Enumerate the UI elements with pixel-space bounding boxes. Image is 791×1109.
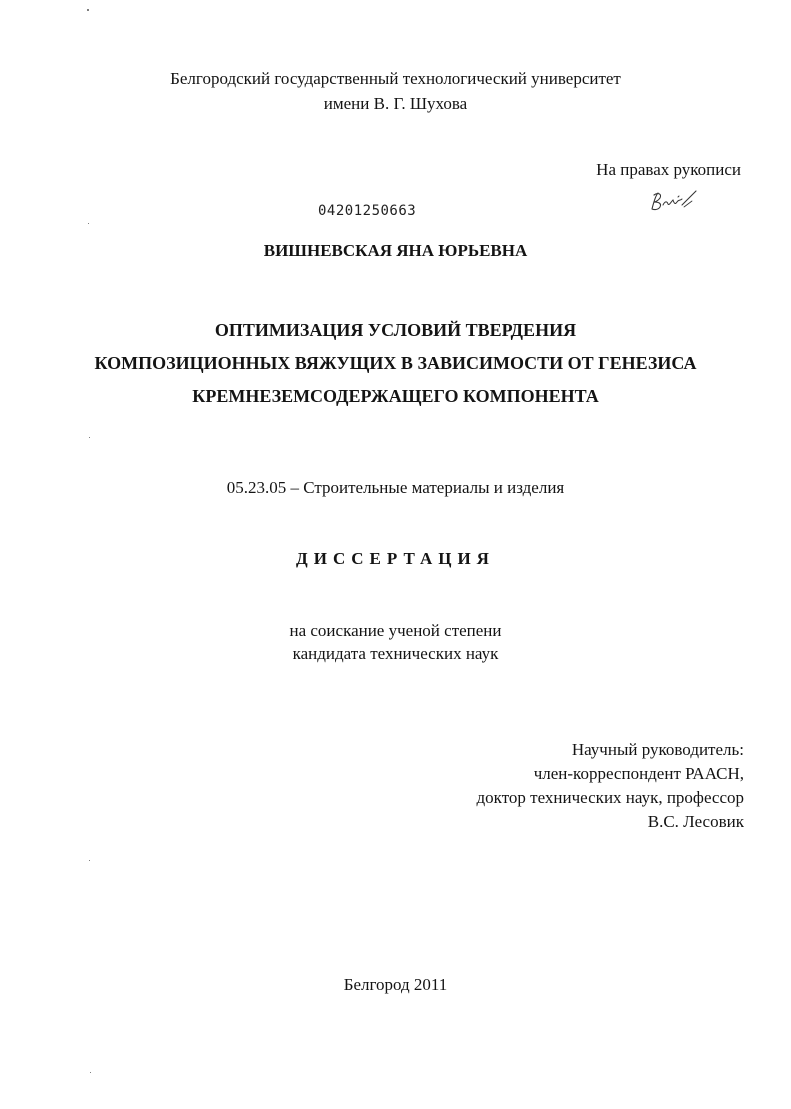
signature-icon	[648, 187, 700, 217]
dissertation-title-line-2: КОМПОЗИЦИОННЫХ ВЯЖУЩИХ В ЗАВИСИМОСТИ ОТ ГЕНЕЗИСА	[94, 353, 697, 373]
inventory-number: 04201250663	[318, 203, 417, 219]
university-name-line-1: Белгородский государственный технологический университет	[170, 69, 621, 88]
city-year: Белгород 2011	[343, 975, 448, 994]
author-name: ВИШНЕВСКАЯ ЯНА ЮРЬЕВНА	[263, 241, 528, 260]
dissertation-title-line-3: КРЕМНЕЗЕМСОДЕРЖАЩЕГО КОМПОНЕНТА	[192, 386, 599, 406]
document-type: ДИССЕРТАЦИЯ	[296, 549, 495, 568]
scan-speck	[90, 1072, 91, 1073]
university-name-line-2: имени В. Г. Шухова	[323, 94, 468, 113]
scan-speck	[89, 860, 90, 861]
manuscript-note: На правах рукописи	[596, 160, 741, 179]
degree-line-2: кандидата технических наук	[292, 644, 499, 663]
dissertation-title-line-1: ОПТИМИЗАЦИЯ УСЛОВИЙ ТВЕРДЕНИЯ	[214, 320, 577, 340]
scan-speck	[87, 9, 89, 11]
supervisor-label: Научный руководитель:	[571, 740, 744, 759]
supervisor-rank: член-корреспондент РААСН,	[533, 764, 744, 783]
degree-line-1: на соискание ученой степени	[289, 621, 502, 640]
specialty-code: 05.23.05 – Строительные материалы и изделия	[226, 478, 565, 497]
supervisor-name: В.С. Лесовик	[647, 812, 744, 831]
scan-speck	[88, 223, 89, 224]
supervisor-degree: доктор технических наук, профессор	[476, 788, 744, 807]
scan-speck	[89, 437, 90, 438]
